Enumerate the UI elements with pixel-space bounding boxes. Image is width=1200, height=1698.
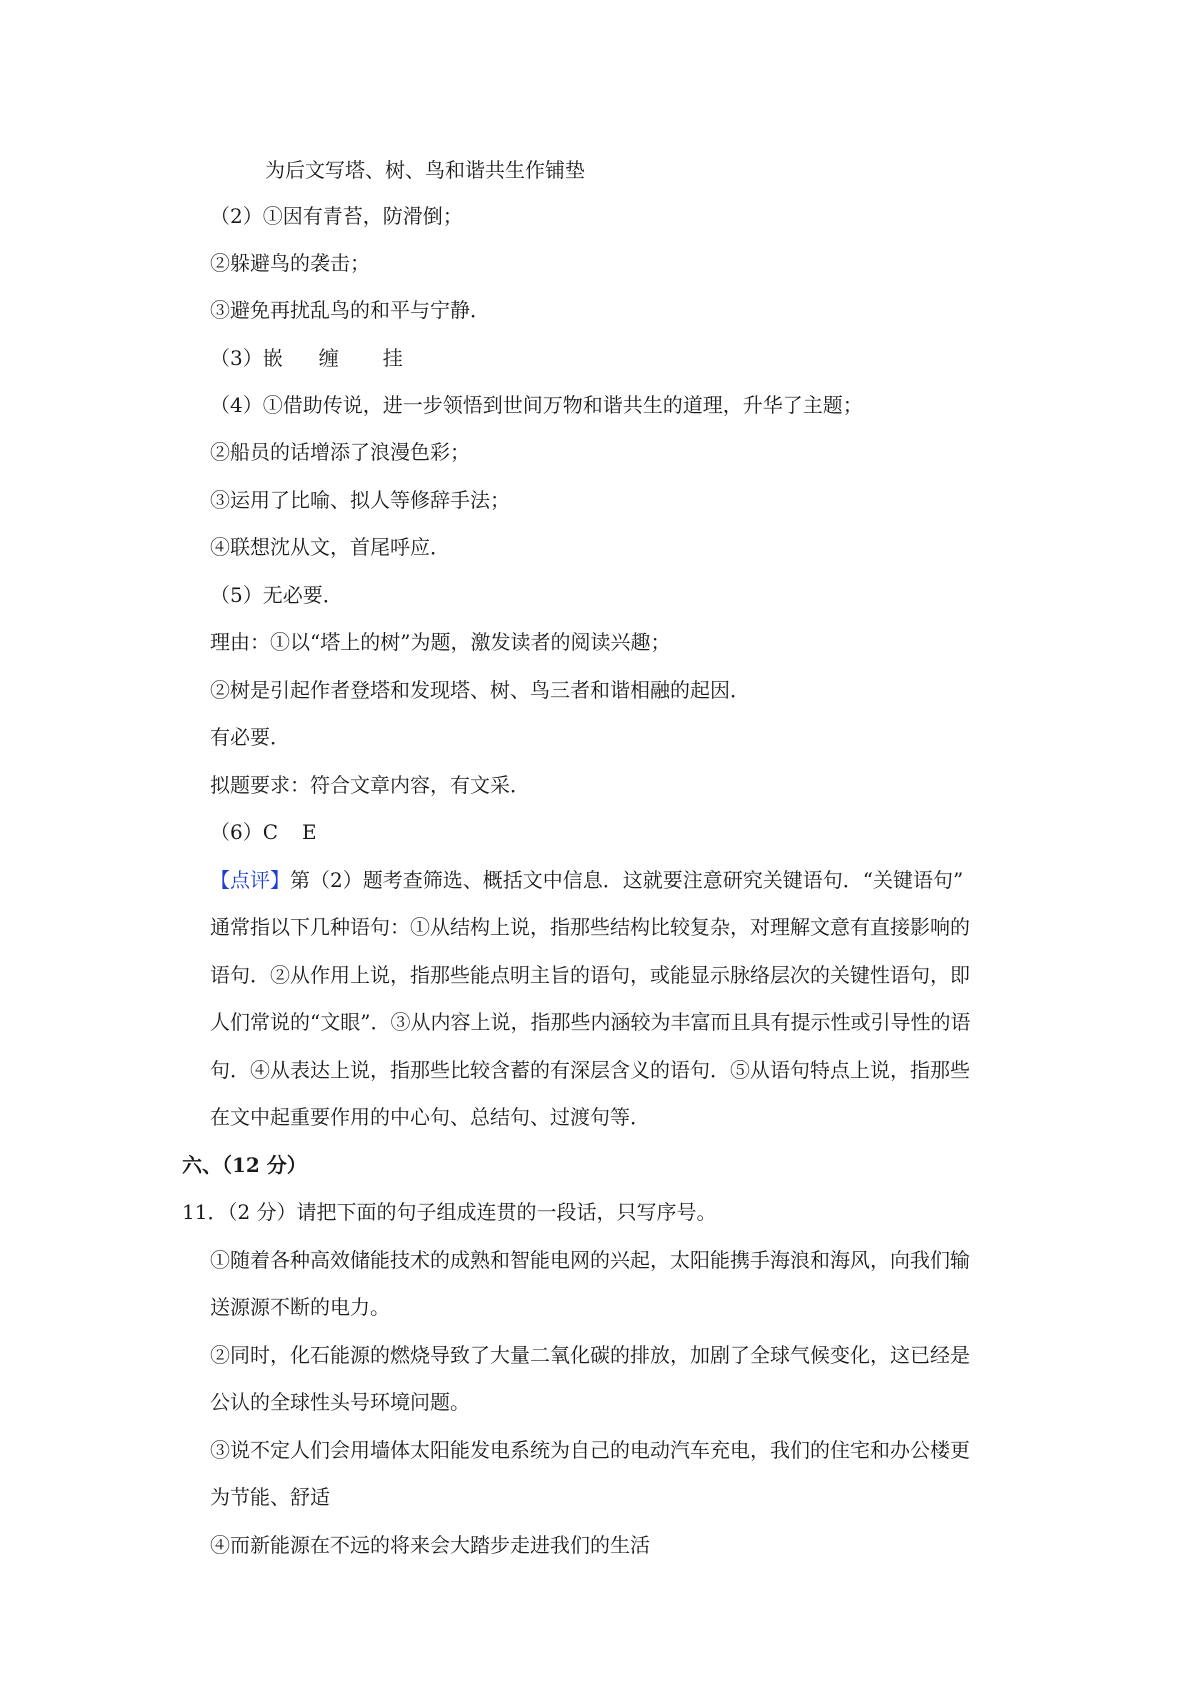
answer-line xyxy=(210,344,403,372)
comment-line: 人们常说的“文眼”．③从内容上说，指那些内涵较为丰富而且具有提示性或引导性的语 xyxy=(210,1010,971,1034)
answer-text: 挂 xyxy=(382,346,403,370)
answer-text: （3）嵌 xyxy=(210,346,283,370)
answer-line: ④联想沈从文，首尾呼应． xyxy=(210,535,450,559)
comment-text: 第（2）题考查筛选、概括文中信息．这就要注意研究关键语句．“关键语句” xyxy=(290,868,964,892)
comment-line: 通常指以下几种语句：①从结构上说，指那些结构比较复杂，对理解文意有直接影响的 xyxy=(210,915,970,939)
answer-text: E xyxy=(302,820,317,844)
question-line: ④而新能源在不远的将来会大踏步走进我们的生活 xyxy=(210,1533,650,1557)
answer-line: 拟题要求：符合文章内容，有文采． xyxy=(210,773,530,797)
question-line: 11．（2 分）请把下面的句子组成连贯的一段话，只写序号。 xyxy=(182,1200,717,1224)
comment-label: 【点评】 xyxy=(210,868,290,892)
answer-line: 理由：①以“塔上的树”为题，激发读者的阅读兴趣； xyxy=(210,630,671,654)
question-line: ①随着各种高效储能技术的成熟和智能电网的兴起，太阳能携手海浪和海风，向我们输 xyxy=(210,1248,970,1272)
comment-line: 句．④从表达上说，指那些比较含蓄的有深层含义的语句．⑤从语句特点上说，指那些 xyxy=(210,1058,970,1082)
answer-line: ②船员的话增添了浪漫色彩； xyxy=(210,440,470,464)
answer-line: （5）无必要． xyxy=(210,583,343,607)
answer-line: 为后文写塔、树、鸟和谐共生作铺垫 xyxy=(265,158,585,182)
answer-line: ②躲避鸟的袭击； xyxy=(210,251,370,275)
answer-line: （4）①借助传说，进一步领悟到世间万物和谐共生的道理，升华了主题； xyxy=(210,393,863,417)
comment-line xyxy=(210,866,963,894)
question-line: ③说不定人们会用墙体太阳能发电系统为自己的电动汽车充电，我们的住宅和办公楼更 xyxy=(210,1438,970,1462)
answer-line: ②树是引起作者登塔和发现塔、树、鸟三者和谐相融的起因． xyxy=(210,678,750,702)
answer-text: （6）C xyxy=(210,820,279,844)
answer-line: （2）①因有青苔，防滑倒； xyxy=(210,204,463,228)
answer-line: ③运用了比喻、拟人等修辞手法； xyxy=(210,488,510,512)
comment-line: 在文中起重要作用的中心句、总结句、过渡句等． xyxy=(210,1105,650,1129)
answer-line: 有必要． xyxy=(210,725,290,749)
question-line: 为节能、舒适 xyxy=(210,1485,330,1509)
question-line: ②同时，化石能源的燃烧导致了大量二氧化碳的排放，加剧了全球气候变化，这已经是 xyxy=(210,1343,970,1367)
section-heading: 六、（12 分） xyxy=(182,1153,307,1177)
answer-text: 缠 xyxy=(318,346,339,370)
question-line: 公认的全球性头号环境问题。 xyxy=(210,1390,470,1414)
answer-line xyxy=(210,818,317,846)
answer-line: ③避免再扰乱鸟的和平与宁静． xyxy=(210,298,490,322)
comment-line: 语句．②从作用上说，指那些能点明主旨的语句，或能显示脉络层次的关键性语句，即 xyxy=(210,963,970,987)
question-line: 送源源不断的电力。 xyxy=(210,1295,390,1319)
